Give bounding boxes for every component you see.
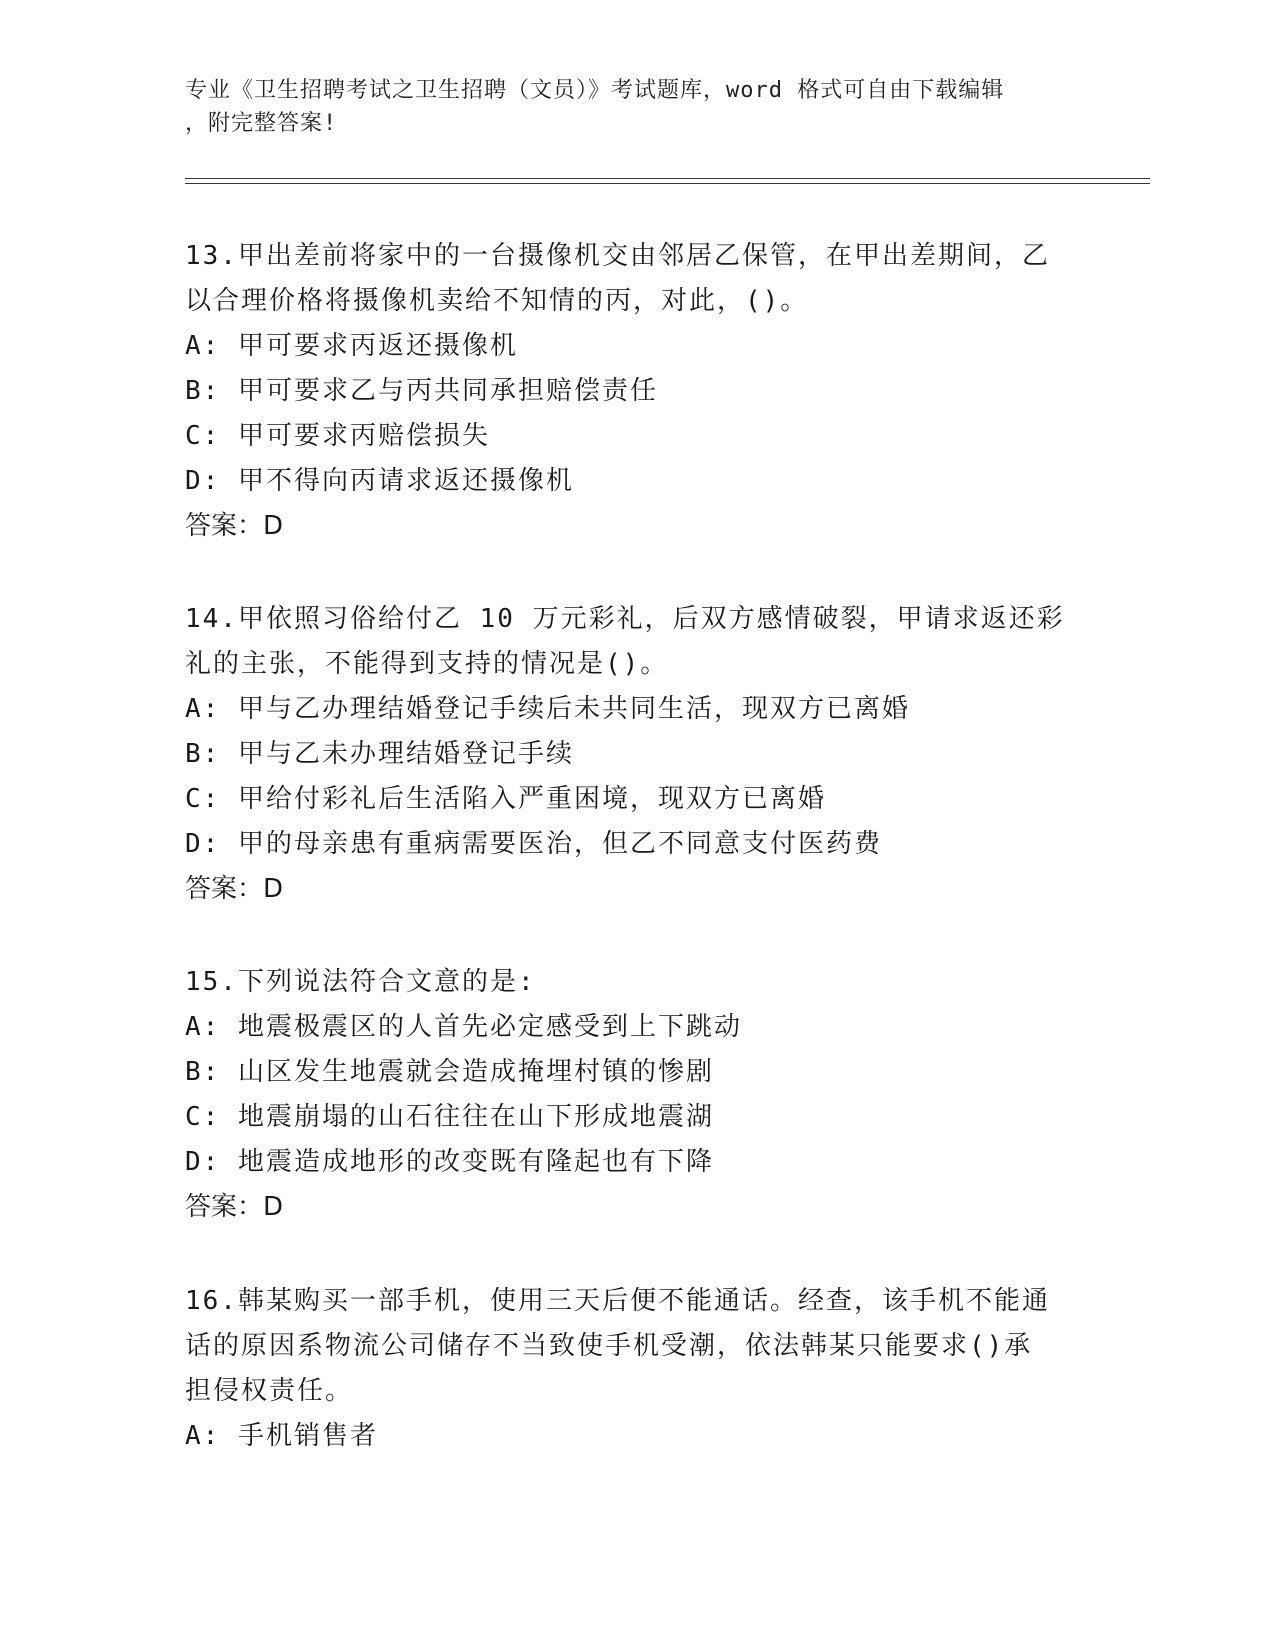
question-13 [185,234,1085,549]
option-b: B: 甲与乙未办理结婚登记手续 [185,739,574,769]
question-15 [185,960,1085,1230]
answer: 答案：D [185,511,284,541]
header-divider-bottom [185,183,1150,184]
question-stem-line: 15.下列说法符合文意的是: [185,967,536,997]
question-stem-line: 16.韩某购买一部手机，使用三天后便不能通话。经查，该手机不能通 [185,1286,1050,1316]
header-line-2: ，附完整答案! [185,111,338,136]
option-c: C: 甲给付彩礼后生活陷入严重困境，现双方已离婚 [185,784,826,814]
question-stem-line: 话的原因系物流公司储存不当致使手机受潮，依法韩某只能要求()承 [185,1331,1033,1361]
question-stem-line: 14.甲依照习俗给付乙 10 万元彩礼，后双方感情破裂，甲请求返还彩 [185,604,1065,634]
header-divider-top [185,178,1150,179]
option-b: B: 山区发生地震就会造成掩埋村镇的惨剧 [185,1057,714,1087]
option-d: D: 地震造成地形的改变既有隆起也有下降 [185,1147,714,1177]
option-d: D: 甲的母亲患有重病需要医治，但乙不同意支付医药费 [185,829,882,859]
question-stem-line: 13.甲出差前将家中的一台摄像机交由邻居乙保管，在甲出差期间，乙 [185,241,1050,271]
option-a: A: 地震极震区的人首先必定感受到上下跳动 [185,1012,742,1042]
option-b: B: 甲可要求乙与丙共同承担赔偿责任 [185,376,658,406]
option-a: A: 甲与乙办理结婚登记手续后未共同生活，现双方已离婚 [185,694,910,724]
question-stem-line: 礼的主张，不能得到支持的情况是()。 [185,649,669,679]
answer: 答案：D [185,874,284,904]
option-d: D: 甲不得向丙请求返还摄像机 [185,466,574,496]
option-a: A: 手机销售者 [185,1421,378,1451]
option-a: A: 甲可要求丙返还摄像机 [185,331,518,361]
question-stem-line: 以合理价格将摄像机卖给不知情的丙，对此，()。 [185,286,809,316]
header-line-1: 专业《卫生招聘考试之卫生招聘（文员）》考试题库，word 格式可自由下载编辑 [185,78,1005,103]
option-c: C: 地震崩塌的山石往往在山下形成地震湖 [185,1102,714,1132]
question-14 [185,597,1085,912]
document-header [185,74,1085,140]
question-stem-line: 担侵权责任。 [185,1376,354,1406]
option-c: C: 甲可要求丙赔偿损失 [185,421,490,451]
question-16 [185,1279,1085,1459]
answer: 答案：D [185,1192,284,1222]
